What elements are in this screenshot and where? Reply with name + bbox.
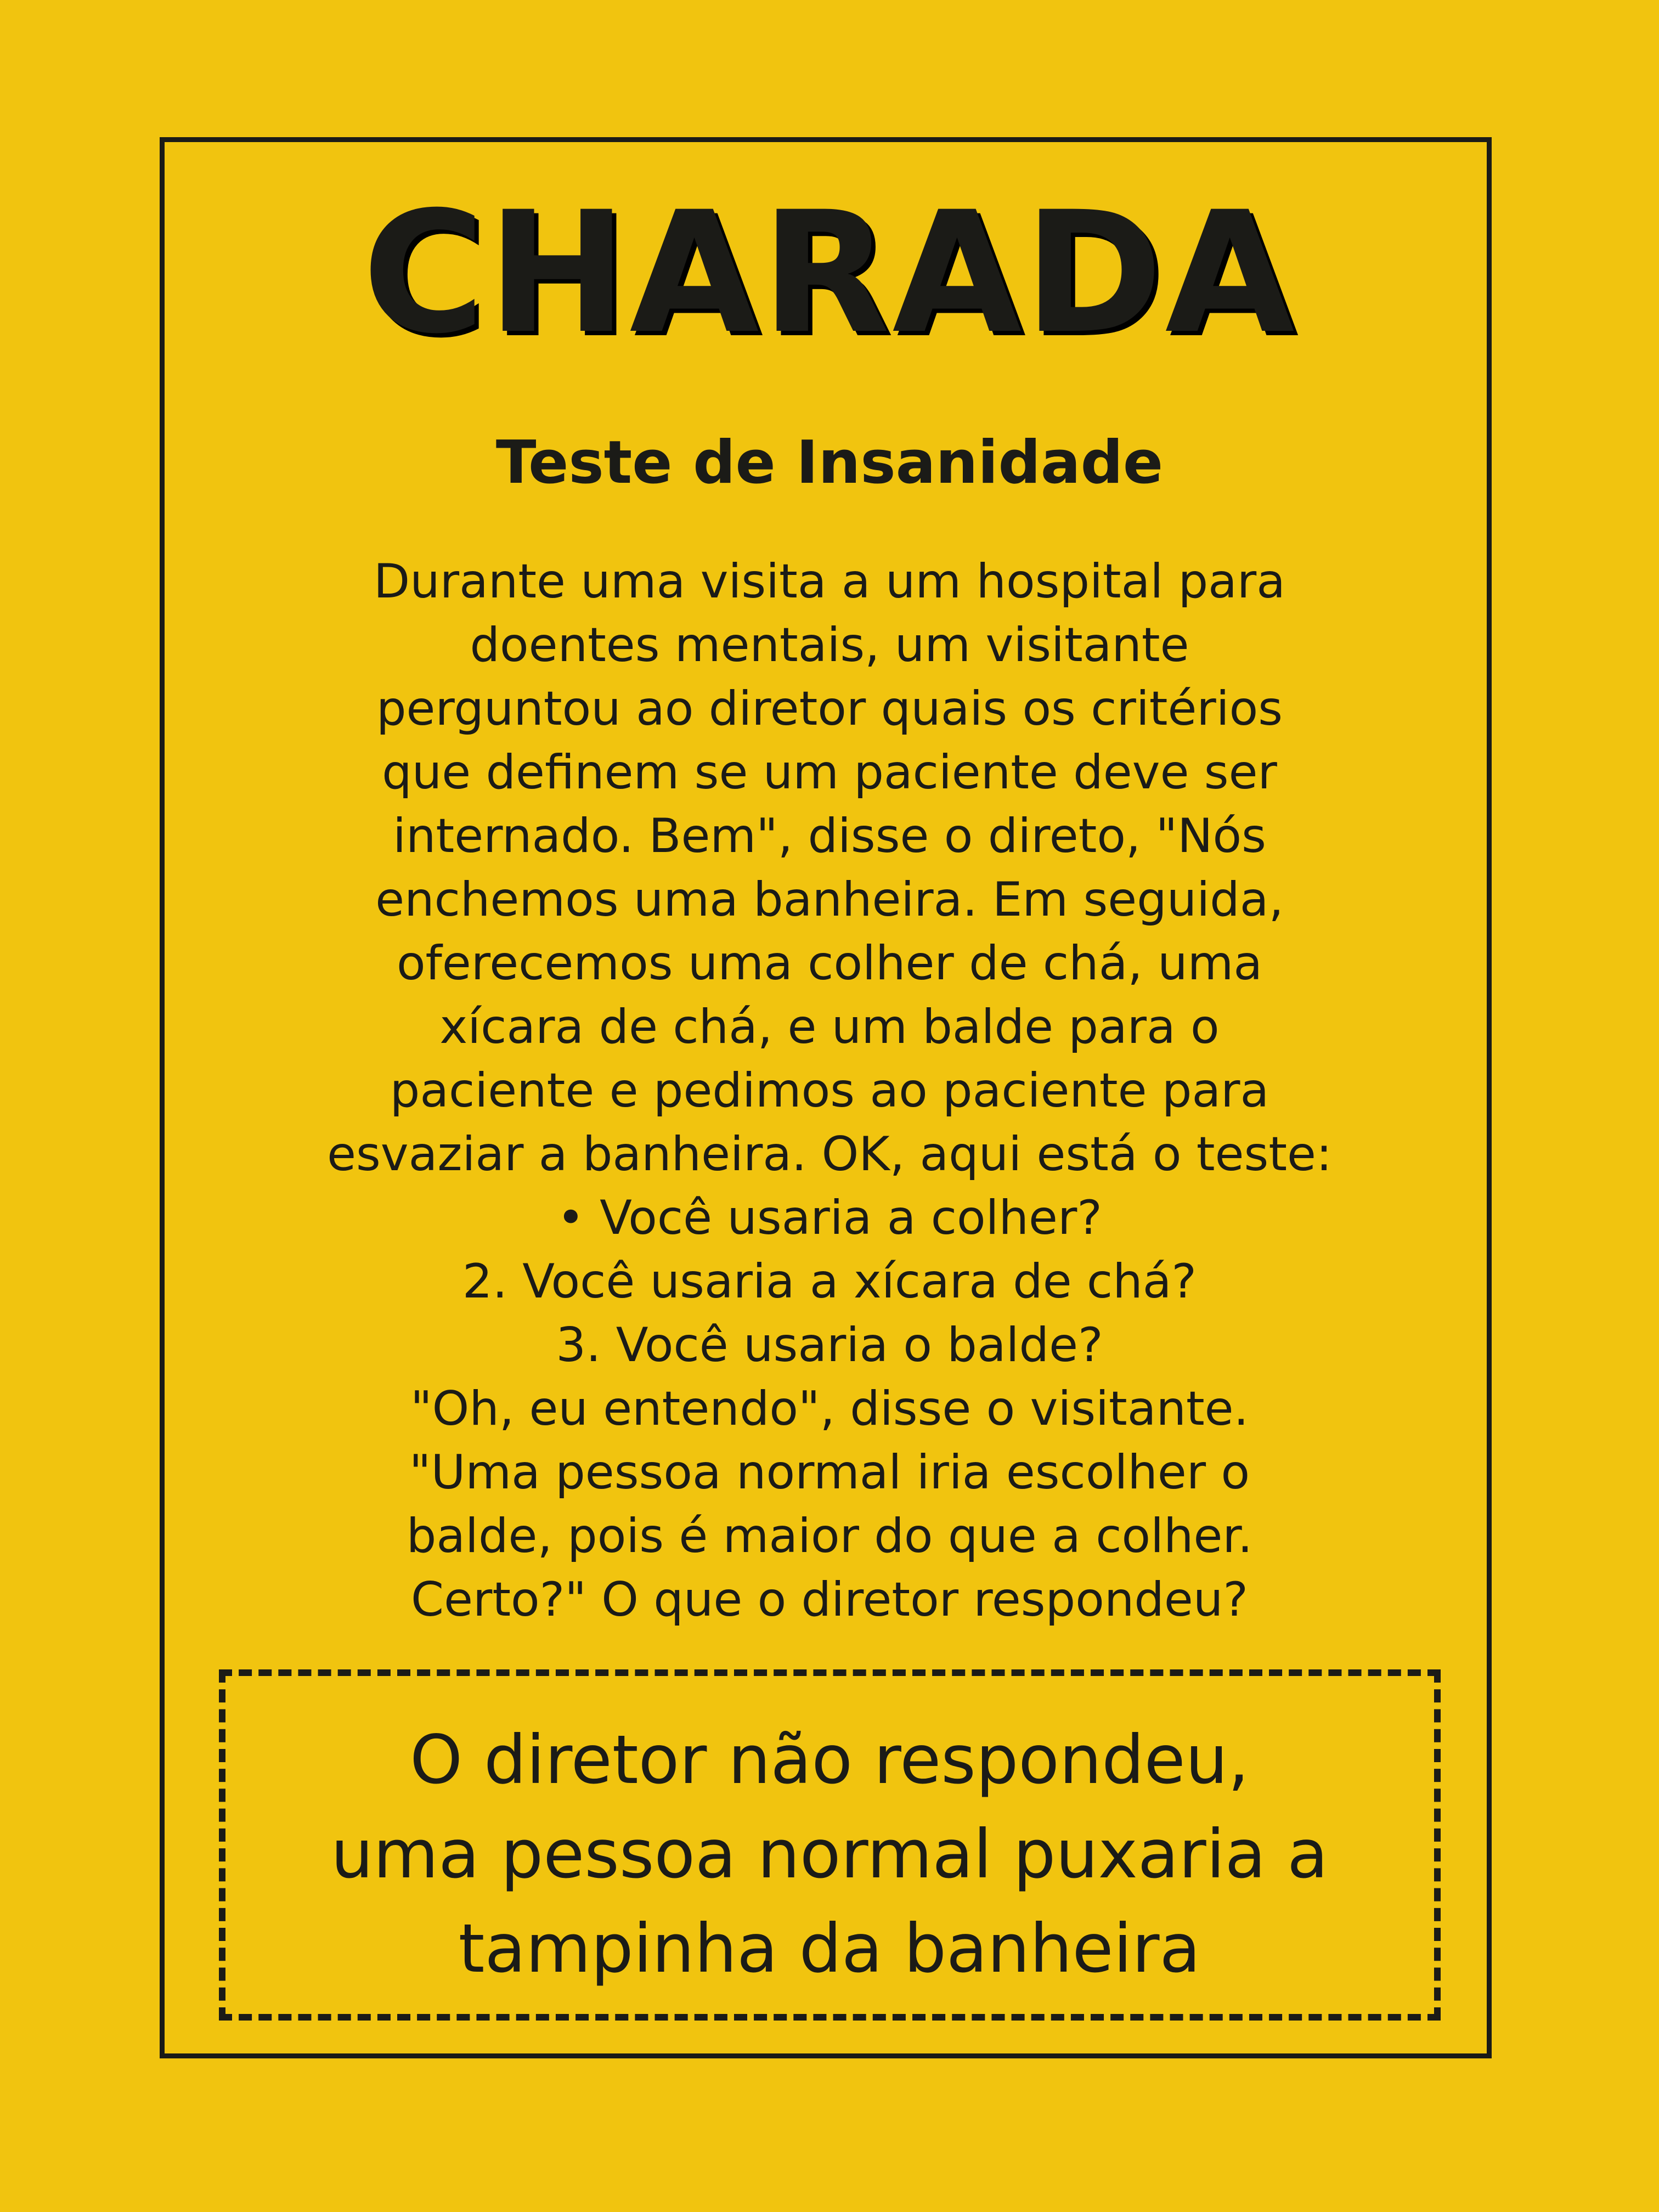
riddle-line: oferecemos uma colher de chá, uma	[396, 936, 1263, 991]
riddle-line: doentes mentais, um visitante	[470, 618, 1189, 673]
riddle-line: que definem se um paciente deve ser	[382, 745, 1277, 800]
answer-line: uma pessoa normal puxaria a	[331, 1815, 1328, 1893]
riddle-line: Certo?" O que o diretor respondeu?	[411, 1572, 1248, 1627]
question-line: 2. Você usaria a xícara de chá?	[462, 1254, 1197, 1309]
answer-text	[219, 1713, 1440, 1996]
riddle-line: "Oh, eu entendo", disse o visitante.	[410, 1381, 1249, 1436]
poster-title: CHARADA	[362, 176, 1297, 370]
question-line: 3. Você usaria o balde?	[556, 1318, 1103, 1373]
riddle-line: enchemos uma banheira. Em seguida,	[375, 872, 1284, 927]
riddle-line: perguntou ao diretor quais os critérios	[376, 681, 1283, 736]
poster-subtitle: Teste de Insanidade	[495, 428, 1164, 497]
answer-line: tampinha da banheira	[458, 1910, 1201, 1988]
riddle-line: esvaziar a banheira. OK, aqui está o teste:	[327, 1127, 1332, 1182]
riddle-line: paciente e pedimos ao paciente para	[390, 1063, 1269, 1118]
riddle-text	[219, 550, 1440, 1632]
riddle-line: xícara de chá, e um balde para o	[439, 1000, 1220, 1054]
riddle-line: balde, pois é maior do que a colher.	[406, 1509, 1253, 1564]
riddle-line: internado. Bem", disse o direto, "Nós	[393, 809, 1266, 864]
riddle-line: Durante uma visita a um hospital para	[374, 554, 1285, 609]
answer-line: O diretor não respondeu,	[410, 1721, 1249, 1799]
riddle-line: "Uma pessoa normal iria escolher o	[409, 1445, 1250, 1500]
question-line: • Você usaria a colher?	[557, 1190, 1102, 1245]
